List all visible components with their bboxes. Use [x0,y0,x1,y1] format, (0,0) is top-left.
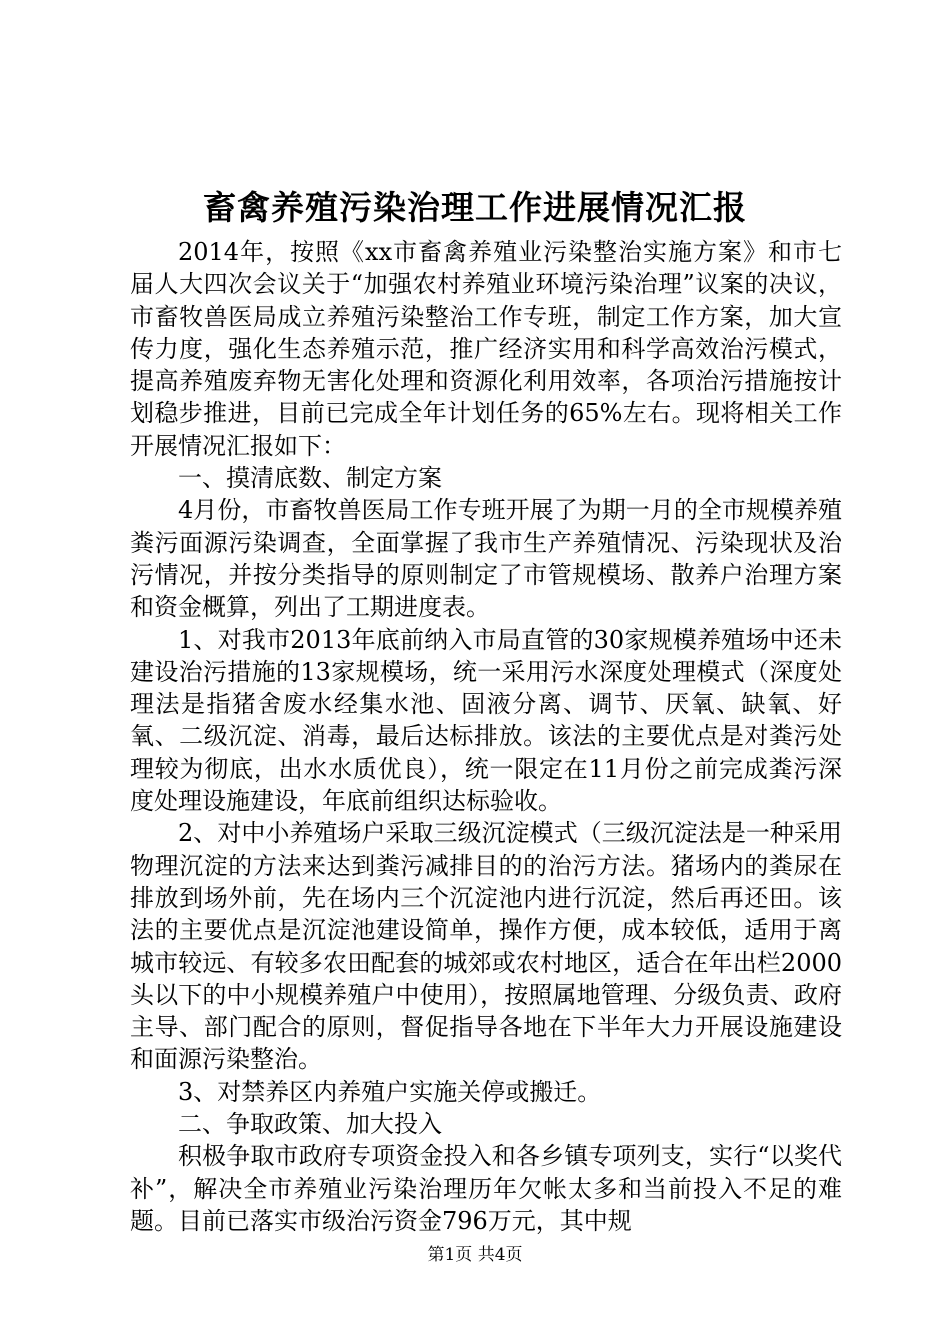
document-title: 畜禽养殖污染治理工作进展情况汇报 [203,188,747,227]
document-body [130,236,842,1237]
section-2-paragraph: 积极争取市政府专项资金投入和各乡镇专项列支，实行“以奖代补”，解决全市养殖业污染治理历年欠帐太多和当前投入不足的难题。目前已落实市级治污资金796万元，其中规 [130,1142,842,1235]
section-heading-1: 一、摸清底数、制定方案 [178,464,442,493]
item-1-paragraph: 1、对我市2013年底前纳入市局直管的30家规模养殖场中还未建设治污措施的13家规模场，统一采用污水深度处理模式（深度处理法是指猪舍废水经集水池、固液分离、调节、厌氧、缺氧、好氧、二级沉淀、消毒，最后达标排放。该法的主要优点是对粪污处理较为彻底，出水水质优良），统一限定在11月份之前完成粪污深度处理设施建设，年底前组织达标验收。 [130,625,842,816]
page-number-footer: 第1页 共4页 [427,1245,523,1265]
intro-paragraph: 2014年，按照《xx市畜禽养殖业污染整治实施方案》和市七届人大四次会议关于“加强农村养殖业环境污染治理”议案的决议，市畜牧兽医局成立养殖污染整治工作专班，制定工作方案，加大宣传力度，强化生态养殖示范，推广经济实用和科学高效治污模式，提高养殖废弃物无害化处理和资源化利用效率，各项治污措施按计划稳步推进，目前已完成全年计划任务的65%左右。现将相关工作开展情况汇报如下： [130,238,842,460]
section-1-paragraph: 4月份，市畜牧兽医局工作专班开展了为期一月的全市规模养殖粪污面源污染调查，全面掌握了我市生产养殖情况、污染现状及治污情况，并按分类指导的原则制定了市管规模场、散养户治理方案和资金概算，列出了工期进度表。 [130,496,842,622]
item-3-paragraph: 3、对禁养区内养殖户实施关停或搬迁。 [178,1077,602,1106]
section-heading-2: 二、争取政策、加大投入 [178,1110,442,1139]
item-2-paragraph: 2、对中小养殖场户采取三级沉淀模式（三级沉淀法是一种采用物理沉淀的方法来达到粪污减排目的的治污方法。猪场内的粪尿在排放到场外前，先在场内三个沉淀池内进行沉淀，然后再还田。该法的主要优点是沉淀池建设简单，操作方便，成本较低，适用于离城市较远、有较多农田配套的城郊或农村地区，适合在年出栏2000头以下的中小规模养殖户中使用），按照属地管理、分级负责、政府主导、部门配合的原则，督促指导各地在下半年大力开展设施建设和面源污染整治。 [130,819,842,1074]
